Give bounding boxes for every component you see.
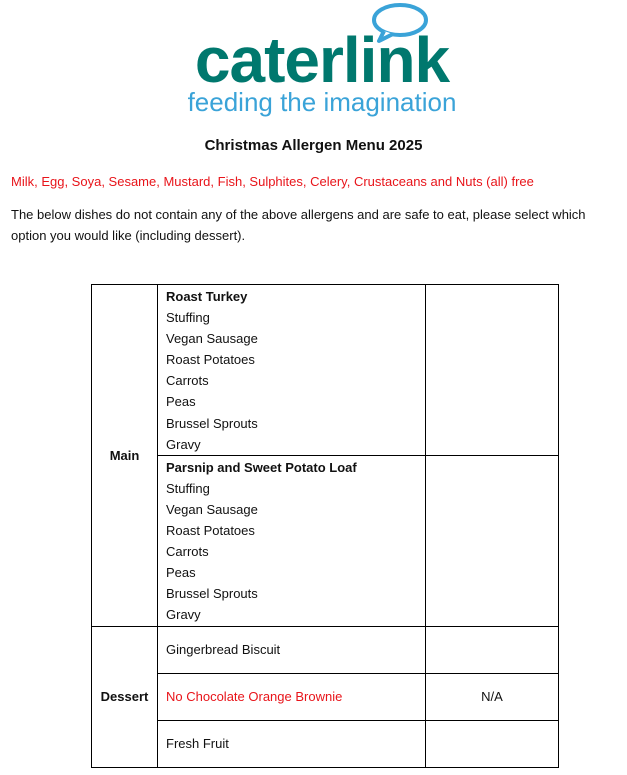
main-label: Main [92, 285, 158, 627]
logo-brand: caterlink [194, 24, 450, 96]
main-option-1 [158, 285, 426, 456]
intro-text: The below dishes do not contain any of the above allergens and are safe to eat, please select which option you would like (including dessert). [11, 207, 586, 243]
dish-item: Roast Potatoes [166, 352, 255, 368]
dish-name: Roast Turkey [166, 289, 248, 304]
main-selection-cell-1[interactable] [426, 285, 559, 456]
menu-title: Christmas Allergen Menu 2025 [204, 137, 423, 154]
main-selection-cell-2[interactable] [426, 455, 559, 626]
logo-tagline: feeding the imagination [187, 87, 457, 117]
dish-item: Stuffing [166, 310, 210, 326]
allergen-free-statement: Milk, Egg, Soya, Sesame, Mustard, Fish, Sulphites, Celery, Crustaceans and Nuts (all) free [11, 174, 534, 189]
dessert-option-row [92, 673, 559, 720]
dessert-option-1: Gingerbread Biscuit [158, 626, 426, 673]
main-option-row [92, 285, 559, 456]
dish-item: Gravy [166, 436, 201, 452]
dessert-selection-cell-3[interactable] [426, 720, 559, 767]
dessert-selection-cell-2[interactable]: N/A [426, 673, 559, 720]
dish-item: Carrots [166, 373, 209, 389]
dessert-label: Dessert [92, 626, 158, 767]
caterlink-logo [0, 0, 627, 120]
dish-item: Stuffing [166, 480, 210, 496]
dish-item: Gravy [166, 607, 201, 623]
dish-item: Peas [166, 565, 196, 581]
main-option-row [92, 455, 559, 626]
dessert-option-row [92, 626, 559, 673]
dish-item: Brussel Sprouts [166, 586, 258, 602]
dish-item: Roast Potatoes [166, 523, 255, 539]
menu-table [91, 284, 559, 768]
dish-name: Parsnip and Sweet Potato Loaf [166, 459, 357, 475]
dish-item: Vegan Sausage [166, 331, 258, 347]
dessert-option-3: Fresh Fruit [158, 720, 426, 767]
dish-item: Vegan Sausage [166, 501, 258, 517]
dish-item: Carrots [166, 544, 209, 560]
main-option-2 [158, 455, 426, 626]
dessert-option-row [92, 720, 559, 767]
dessert-option-2: No Chocolate Orange Brownie [158, 673, 426, 720]
dessert-selection-cell-1[interactable] [426, 626, 559, 673]
dish-item: Brussel Sprouts [166, 415, 258, 431]
dish-item: Peas [166, 394, 196, 410]
